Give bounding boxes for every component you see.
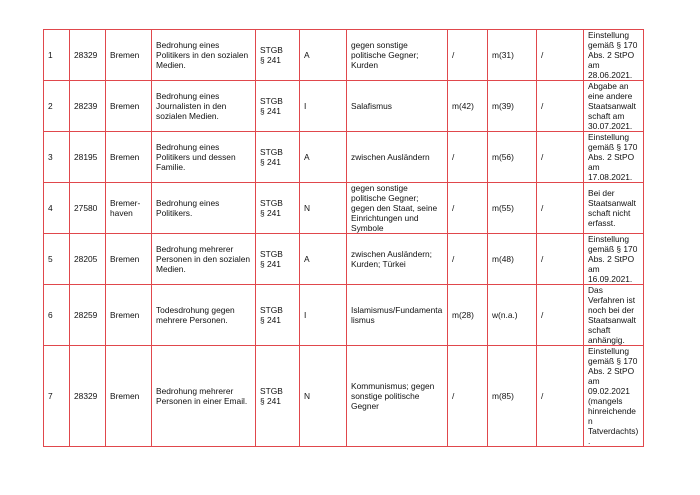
- cell-suspect-info: w(n.a.): [488, 285, 537, 346]
- cell-offense-description-line: Bedrohung eines: [156, 91, 220, 101]
- cell-procedure-status-line: Abs. 2 StPO: [588, 50, 635, 60]
- table-row: [44, 285, 644, 346]
- cell-motive: [347, 285, 448, 346]
- cell-procedure-status-line: Abs. 2 StPO: [588, 366, 635, 376]
- cell-procedure-status-line: Abgabe an: [588, 81, 629, 91]
- cell-postal-code: 28205: [70, 234, 106, 285]
- cell-offense-description: [152, 183, 256, 234]
- cell-procedure-status: [584, 183, 644, 234]
- cell-legal-norm: [256, 132, 300, 183]
- cell-motive: [347, 183, 448, 234]
- cell-extra-info: /: [537, 30, 584, 81]
- cell-postal-code: 28329: [70, 346, 106, 447]
- cell-procedure-status-line: gemäß § 170: [588, 356, 638, 366]
- table-row: [44, 346, 644, 447]
- cell-procedure-status-line: Staatsanwalt: [588, 198, 636, 208]
- table-row: [44, 81, 644, 132]
- cell-extra-info: /: [537, 183, 584, 234]
- cell-motive: [347, 132, 448, 183]
- cell-city-line: Bremen: [110, 101, 140, 111]
- cell-offense-description-line: Bedrohung eines: [156, 198, 220, 208]
- cell-procedure-status-line: Einstellung: [588, 132, 629, 142]
- cell-suspect-info: m(48): [488, 234, 537, 285]
- cell-extra-info: /: [537, 346, 584, 447]
- cell-procedure-status-line: Staatsanwalt: [588, 315, 636, 325]
- cell-offense-description-line: Medien.: [156, 264, 186, 274]
- cell-motive-line: Symbole: [351, 223, 384, 233]
- cell-procedure-status-line: am: [588, 162, 600, 172]
- cell-procedure-status-line: Einstellung: [588, 346, 629, 356]
- cell-offense-description-line: Todesdrohung gegen: [156, 305, 235, 315]
- cell-motive-line: politische Gegner;: [351, 50, 419, 60]
- cell-category: A: [300, 30, 347, 81]
- cell-legal-norm-line: STGB: [260, 198, 283, 208]
- cell-offense-description-line: Bedrohung eines: [156, 142, 220, 152]
- cell-legal-norm-line: STGB: [260, 147, 283, 157]
- cell-city-line: Bremen: [110, 391, 140, 401]
- cell-offense-description-line: Bedrohung mehrerer: [156, 386, 234, 396]
- cell-motive-line: Kommunismus; gegen: [351, 381, 435, 391]
- cell-procedure-status: [584, 81, 644, 132]
- cell-number: 2: [44, 81, 70, 132]
- cell-suspect-info: m(55): [488, 183, 537, 234]
- cell-motive-line: Kurden; Türkei: [351, 259, 406, 269]
- cell-procedure-status-line: noch bei der: [588, 305, 635, 315]
- cell-legal-norm: [256, 183, 300, 234]
- cell-number: 6: [44, 285, 70, 346]
- cell-number: 4: [44, 183, 70, 234]
- cell-extra-info: /: [537, 132, 584, 183]
- cell-legal-norm-line: STGB: [260, 386, 283, 396]
- cell-procedure-status-line: eine andere: [588, 91, 633, 101]
- cell-category: I: [300, 285, 347, 346]
- cell-city: [106, 30, 152, 81]
- cell-offense-description-line: Medien.: [156, 60, 186, 70]
- cell-procedure-status-line: gemäß § 170: [588, 40, 638, 50]
- cell-victim-info: m(28): [448, 285, 488, 346]
- cell-suspect-info: m(56): [488, 132, 537, 183]
- cell-city: [106, 81, 152, 132]
- cell-city-line: Bremen: [110, 152, 140, 162]
- cell-procedure-status-line: schaft am: [588, 111, 625, 121]
- cell-procedure-status-line: 28.06.2021.: [588, 70, 633, 80]
- cell-victim-info: /: [448, 183, 488, 234]
- cell-procedure-status-line: Verfahren ist: [588, 295, 636, 305]
- cell-legal-norm-line: § 241: [260, 106, 281, 116]
- cell-procedure-status-line: schaft: [588, 325, 611, 335]
- cell-motive-line: Gegner: [351, 401, 379, 411]
- cell-motive-line: politische Gegner;: [351, 193, 419, 203]
- cell-motive-line: gegen sonstige: [351, 183, 408, 193]
- cell-legal-norm-line: STGB: [260, 45, 283, 55]
- cell-procedure-status-line: n: [588, 416, 593, 426]
- cell-legal-norm-line: § 241: [260, 396, 281, 406]
- cell-suspect-info: m(39): [488, 81, 537, 132]
- cell-legal-norm-line: § 241: [260, 259, 281, 269]
- cell-postal-code: 28329: [70, 30, 106, 81]
- cell-motive-line: zwischen Ausländern: [351, 152, 430, 162]
- offense-table: [43, 29, 644, 447]
- cell-procedure-status-line: schaft nicht: [588, 208, 631, 218]
- cell-city: [106, 346, 152, 447]
- cell-extra-info: /: [537, 234, 584, 285]
- cell-motive: [347, 234, 448, 285]
- cell-motive-line: lismus: [351, 315, 375, 325]
- cell-offense-description-line: Bedrohung eines: [156, 40, 220, 50]
- cell-legal-norm-line: STGB: [260, 249, 283, 259]
- cell-motive: [347, 346, 448, 447]
- table-row: [44, 234, 644, 285]
- table-row: [44, 132, 644, 183]
- cell-procedure-status-line: Abs. 2 StPO: [588, 152, 635, 162]
- cell-city: [106, 183, 152, 234]
- cell-number: 3: [44, 132, 70, 183]
- cell-procedure-status: [584, 234, 644, 285]
- cell-city: [106, 285, 152, 346]
- cell-offense-description-line: Personen in einer Email.: [156, 396, 248, 406]
- cell-offense-description: [152, 346, 256, 447]
- cell-procedure-status: [584, 285, 644, 346]
- table-row: [44, 30, 644, 81]
- cell-legal-norm: [256, 346, 300, 447]
- cell-offense-description-line: Politikers in den sozialen: [156, 50, 249, 60]
- cell-city-line: Bremen: [110, 50, 140, 60]
- cell-procedure-status-line: 30.07.2021.: [588, 121, 633, 131]
- cell-category: A: [300, 234, 347, 285]
- cell-postal-code: 28195: [70, 132, 106, 183]
- cell-category: A: [300, 132, 347, 183]
- cell-procedure-status-line: Einstellung: [588, 234, 629, 244]
- table-row: [44, 183, 644, 234]
- cell-victim-info: /: [448, 132, 488, 183]
- cell-offense-description: [152, 30, 256, 81]
- cell-procedure-status-line: am: [588, 264, 600, 274]
- cell-offense-description-line: Personen in den sozialen: [156, 254, 251, 264]
- cell-procedure-status-line: Bei der: [588, 188, 615, 198]
- table-body: [44, 30, 644, 447]
- cell-suspect-info: m(85): [488, 346, 537, 447]
- cell-procedure-status-line: 17.08.2021.: [588, 172, 633, 182]
- cell-procedure-status-line: .: [588, 436, 591, 446]
- cell-legal-norm: [256, 285, 300, 346]
- cell-legal-norm-line: § 241: [260, 315, 281, 325]
- cell-offense-description: [152, 234, 256, 285]
- cell-motive-line: gegen sonstige: [351, 40, 408, 50]
- cell-victim-info: /: [448, 30, 488, 81]
- cell-victim-info: m(42): [448, 81, 488, 132]
- cell-legal-norm-line: § 241: [260, 157, 281, 167]
- cell-extra-info: /: [537, 81, 584, 132]
- cell-procedure-status-line: 09.02.2021: [588, 386, 630, 396]
- cell-postal-code: 28259: [70, 285, 106, 346]
- cell-offense-description-line: Familie.: [156, 162, 186, 172]
- cell-legal-norm-line: STGB: [260, 305, 283, 315]
- cell-procedure-status-line: Staatsanwalt: [588, 101, 636, 111]
- cell-motive-line: Salafismus: [351, 101, 392, 111]
- cell-motive-line: gegen den Staat, seine: [351, 203, 438, 213]
- cell-motive-line: Kurden: [351, 60, 379, 70]
- cell-procedure-status-line: am: [588, 60, 600, 70]
- cell-extra-info: /: [537, 285, 584, 346]
- cell-offense-description-line: mehrere Personen.: [156, 315, 228, 325]
- cell-procedure-status-line: hinreichende: [588, 406, 636, 416]
- cell-city: [106, 132, 152, 183]
- cell-motive-line: Einrichtungen und: [351, 213, 419, 223]
- cell-offense-description-line: Journalisten in den: [156, 101, 227, 111]
- cell-procedure-status: [584, 30, 644, 81]
- cell-city-line: Bremer-: [110, 198, 141, 208]
- cell-procedure-status-line: gemäß § 170: [588, 142, 638, 152]
- cell-postal-code: 28239: [70, 81, 106, 132]
- cell-offense-description-line: Politikers.: [156, 208, 193, 218]
- cell-procedure-status-line: Tatverdachts): [588, 426, 639, 436]
- cell-city-line: Bremen: [110, 310, 140, 320]
- cell-postal-code: 27580: [70, 183, 106, 234]
- cell-legal-norm: [256, 30, 300, 81]
- cell-category: I: [300, 81, 347, 132]
- cell-procedure-status-line: Das: [588, 285, 603, 295]
- cell-city-line: Bremen: [110, 254, 140, 264]
- cell-motive-line: Islamismus/Fundamenta: [351, 305, 443, 315]
- cell-legal-norm-line: § 241: [260, 208, 281, 218]
- cell-offense-description-line: Politikers und dessen: [156, 152, 236, 162]
- cell-procedure-status: [584, 346, 644, 447]
- cell-procedure-status-line: (mangels: [588, 396, 623, 406]
- cell-procedure-status-line: gemäß § 170: [588, 244, 638, 254]
- cell-number: 1: [44, 30, 70, 81]
- cell-number: 5: [44, 234, 70, 285]
- cell-motive-line: zwischen Ausländern;: [351, 249, 433, 259]
- cell-legal-norm-line: STGB: [260, 96, 283, 106]
- cell-victim-info: /: [448, 346, 488, 447]
- cell-offense-description: [152, 81, 256, 132]
- cell-offense-description-line: sozialen Medien.: [156, 111, 219, 121]
- cell-procedure-status-line: Einstellung: [588, 30, 629, 40]
- cell-legal-norm: [256, 234, 300, 285]
- cell-offense-description: [152, 285, 256, 346]
- cell-procedure-status-line: anhängig.: [588, 335, 625, 345]
- cell-suspect-info: m(31): [488, 30, 537, 81]
- cell-procedure-status-line: 16.09.2021.: [588, 274, 633, 284]
- cell-procedure-status-line: am: [588, 376, 600, 386]
- cell-number: 7: [44, 346, 70, 447]
- cell-victim-info: /: [448, 234, 488, 285]
- cell-category: N: [300, 183, 347, 234]
- cell-motive: [347, 30, 448, 81]
- cell-motive-line: sonstige politische: [351, 391, 420, 401]
- cell-procedure-status-line: Abs. 2 StPO: [588, 254, 635, 264]
- cell-procedure-status: [584, 132, 644, 183]
- cell-legal-norm: [256, 81, 300, 132]
- cell-motive: [347, 81, 448, 132]
- cell-category: N: [300, 346, 347, 447]
- cell-city-line: haven: [110, 208, 133, 218]
- cell-legal-norm-line: § 241: [260, 55, 281, 65]
- cell-offense-description: [152, 132, 256, 183]
- cell-offense-description-line: Bedrohung mehrerer: [156, 244, 234, 254]
- cell-procedure-status-line: erfasst.: [588, 218, 616, 228]
- cell-city: [106, 234, 152, 285]
